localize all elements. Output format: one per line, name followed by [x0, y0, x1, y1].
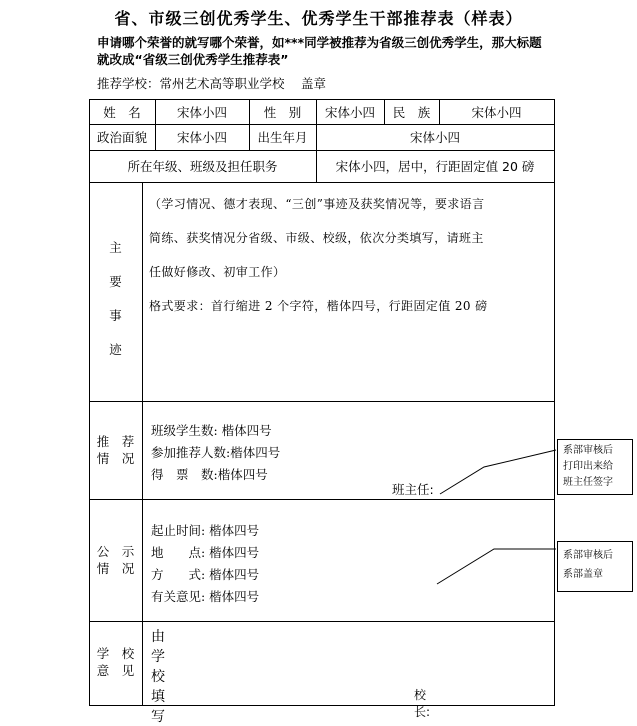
gender-value: 宋体小四 — [324, 104, 375, 120]
recommend-line: 班级学生数: 楷体四号 — [151, 423, 272, 438]
page-title: 省、市级三创优秀学生、优秀学生干部推荐表（样表） — [114, 9, 523, 28]
school-opinion-label: 学 校 意 见 — [96, 646, 135, 678]
principal-sign: 校 长: — [414, 688, 439, 719]
main-deeds-label: 主 要 事 迹 — [109, 240, 122, 357]
deeds-line: 简练、获奖情况分省级、市级、校级，依次分类填写，请班主 — [149, 231, 484, 245]
gender-label: 性 别 — [263, 104, 302, 120]
deeds-line: 任做好修改、初审工作） — [149, 265, 286, 279]
recommend-line: 得 票 数:楷体四号 — [151, 467, 268, 482]
publicity-callout-box: 系部审核后 系部盖章 — [557, 541, 633, 592]
ethnicity-value: 宋体小四 — [471, 104, 522, 120]
recommend-callout-box: 系部审核后 打印出来给 班主任签字 — [557, 439, 633, 495]
birth-date-value: 宋体小四 — [409, 130, 460, 145]
name-label: 姓 名 — [103, 104, 141, 120]
publicity-label: 公 示 情 况 — [96, 544, 135, 576]
deeds-line: （学习情况、德才表现、“三创”事迹及获奖情况等，要求语言 — [149, 197, 485, 211]
instruction-note: 申请哪个荣誉的就写哪个荣誉，如***同学被推荐为省级三创优秀学生，那大标题就改成“省级三创优秀学生推荐表” — [97, 35, 542, 67]
recommend-line: 参加推荐人数:楷体四号 — [151, 445, 281, 460]
recommendation-label: 推 荐 情 况 — [96, 434, 135, 466]
publicity-line: 有关意见: 楷体四号 — [151, 589, 260, 604]
birth-date-label: 出生年月 — [257, 130, 308, 145]
grade-class-duty-value: 宋体小四，居中，行距固定值 20 磅 — [335, 159, 535, 174]
grade-class-duty-label: 所在年级、班级及担任职务 — [127, 159, 278, 174]
class-teacher-sign: 班主任: — [392, 482, 434, 497]
political-status-label: 政治面貌 — [96, 130, 147, 145]
publicity-line: 起止时间: 楷体四号 — [151, 523, 260, 538]
political-status-value: 宋体小四 — [176, 130, 227, 145]
name-value: 宋体小四 — [176, 104, 227, 120]
deeds-line: 格式要求：首行缩进 2 个字符，楷体四号，行距固定值 20 磅 — [149, 299, 488, 313]
school-opinion-text: 由学校填写 — [151, 629, 165, 725]
publicity-callout-line — [437, 549, 556, 584]
recommending-school: 推荐学校：常州艺术高等职业学校 盖章 — [97, 76, 326, 91]
publicity-line: 方 式: 楷体四号 — [151, 567, 260, 582]
recommend-callout-line — [440, 450, 556, 494]
publicity-line: 地 点: 楷体四号 — [151, 545, 260, 560]
ethnicity-label: 民 族 — [392, 104, 431, 120]
